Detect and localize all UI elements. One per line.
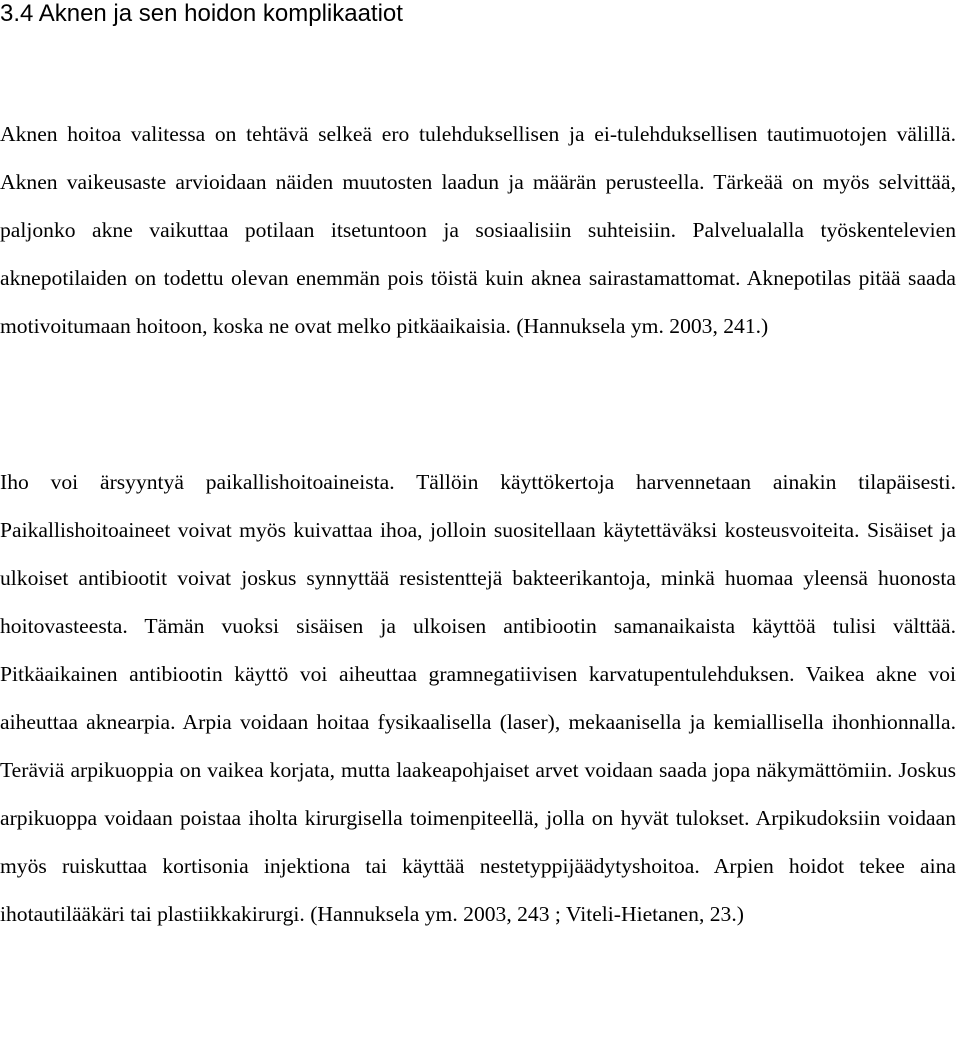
paragraph-acne-treatment: Aknen hoitoa valitessa on tehtävä selkeä ero tulehduksellisen ja ei-tulehduksellisen tautimuotojen välillä. Aknen vaikeusaste arvioidaan näiden muutosten laadun ja määrän perusteella. Tärkeää on myös selvittää, paljonko akne vaikuttaa potilaan itsetuntoon ja sosiaalisiin suhteisiin. Palvelualalla työskentelevien aknepotilaiden on todettu olevan enemmän pois töistä kuin aknea sairastamattomat. Aknepotilas pitää saada motivoitumaan hoitoon, koska ne ovat melko pitkäaikaisia. (Hannuksela ym. 2003, 241.) [0,122,956,338]
section-heading: 3.4 Aknen ja sen hoidon komplikaatiot [0,0,403,27]
paragraph-treatment-complications: Iho voi ärsyyntyä paikallishoitoaineista. Tällöin käyttökertoja harvennetaan ainakin tilapäisesti. Paikallishoitoaineet voivat myös kuivattaa ihoa, jolloin suositellaan käytettäväksi kosteusvoiteita. Sisäiset ja ulkoiset antibiootit voivat joskus synnyttää resistenttejä bakteerikantoja, minkä huomaa yleensä huonosta hoitovasteesta. Tämän vuoksi sisäisen ja ulkoisen antibiootin samanaikaista käyttöä tulisi välttää. Pitkäaikainen antibiootin käyttö voi aiheuttaa gramnegatiivisen karvatupentulehduksen. Vaikea akne voi aiheuttaa aknearpia. Arpia voidaan hoitaa fysikaalisella (laser), mekaanisella ja kemiallisella ihonhionnalla. Teräviä arpikuoppia on vaikea korjata, mutta laakeapohjaiset arvet voidaan saada jopa näkymättömiin. Joskus arpikuoppa voidaan poistaa iholta kirurgisella toimenpiteellä, jolla on hyvät tulokset. Arpikudoksiin voidaan myös ruiskuttaa kortisonia injektiona tai käyttää nestetyppijäädytyshoitoa. Arpien hoidot tekee aina ihotautilääkäri tai plastiikkakirurgi. (Hannuksela ym. 2003, 243 ; Viteli-Hietanen, 23.) [0,470,956,926]
